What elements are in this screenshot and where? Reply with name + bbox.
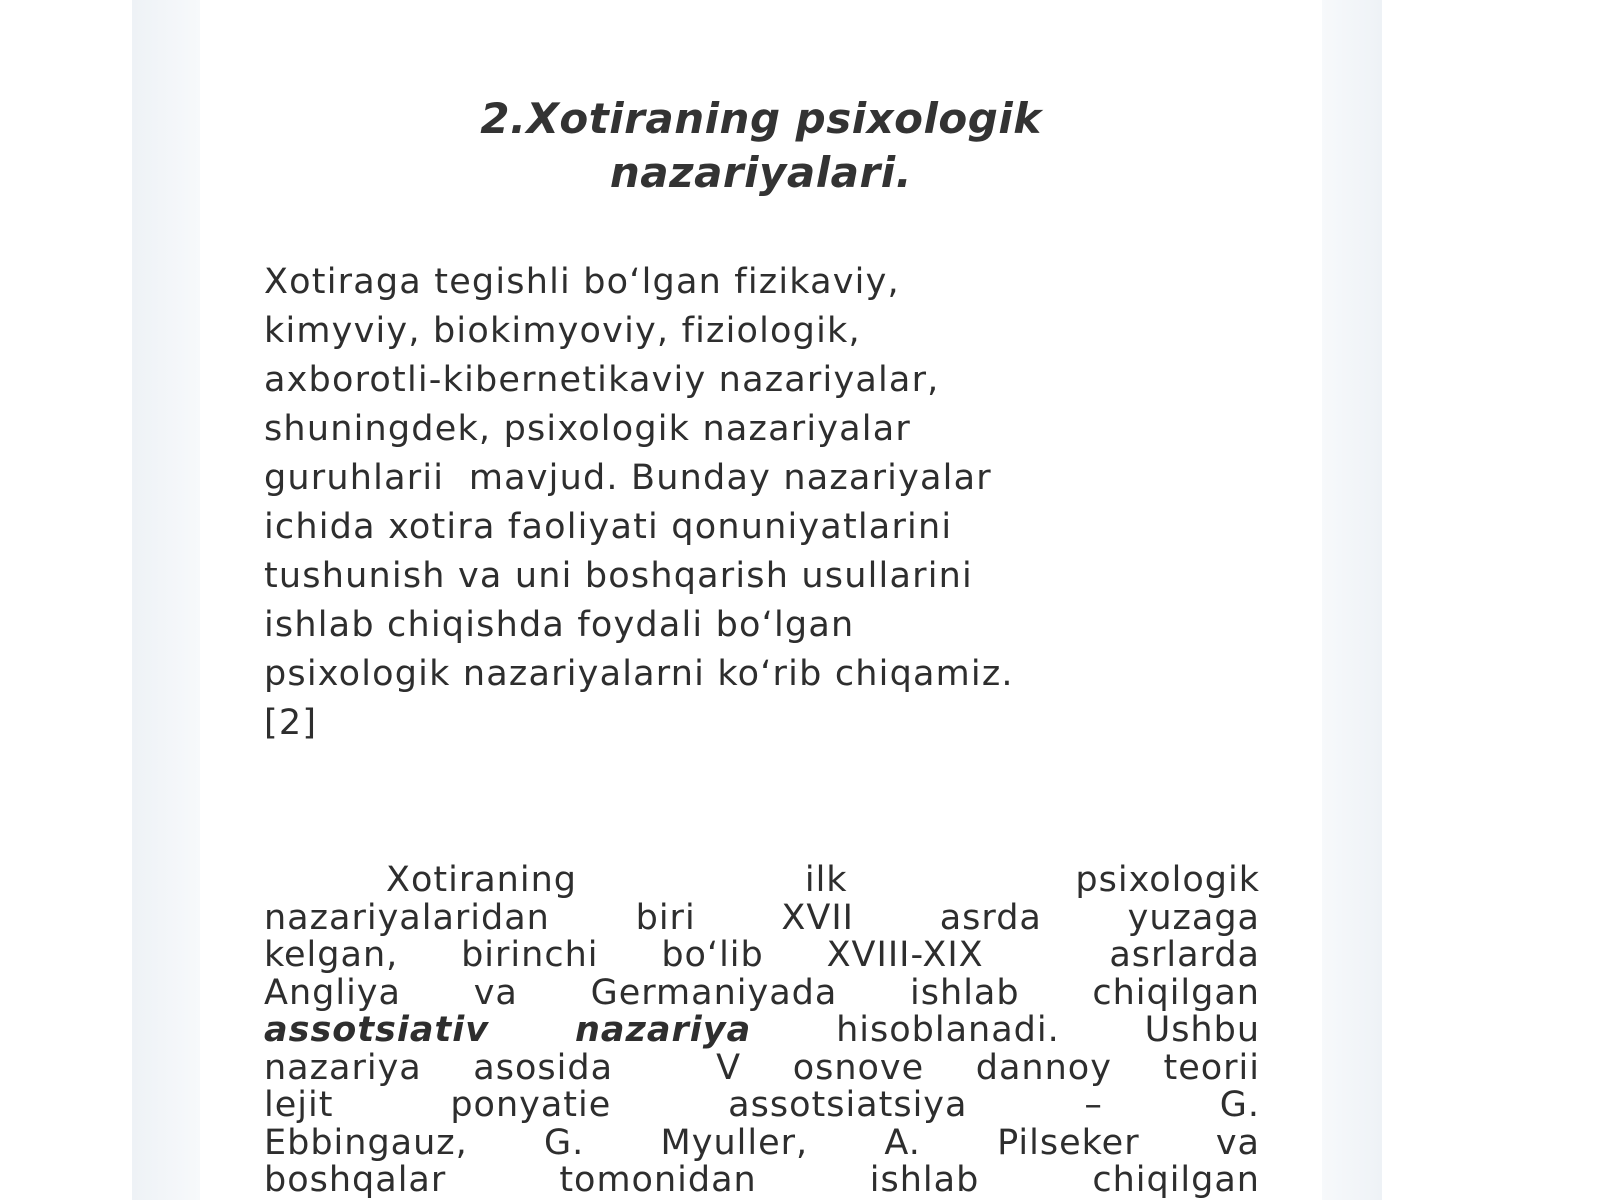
page-gutter-right [1322, 0, 1382, 1200]
body-line: boshqalar tomonidan ishlab chiqilgan [264, 1160, 1260, 1200]
emphasized-term: assotsiativ nazariya [264, 1010, 752, 1050]
intro-paragraph [264, 258, 1264, 748]
body-line: kelgan, birinchi bo‘lib XVIII-XIX asrlarda [264, 935, 1260, 975]
body-line: nazariya asosida V osnove dannoy teorii [264, 1047, 1260, 1088]
intro-line: shuningdek, psixologik nazariyalar [264, 409, 911, 449]
body-line-tail: hisoblanadi. Ushbu [751, 1010, 1261, 1050]
body-line-emphasis [264, 1012, 1260, 1050]
citation-reference: [2] [264, 703, 318, 743]
intro-line: psixologik nazariyalarni ko‘rib chiqamiz. [264, 654, 1014, 694]
body-line: lejit ponyatie assotsiatsiya – G. [264, 1085, 1260, 1125]
intro-line: guruhlarii mavjud. Bunday nazariyalar [264, 458, 992, 498]
intro-line: Xotiraga tegishli bo‘lgan fizikaviy, [264, 262, 900, 302]
body-line: Angliya va Germaniyada ishlab chiqilgan [264, 972, 1260, 1013]
intro-line: axborotli-kibernetikaviy nazariyalar, [264, 360, 940, 400]
body-line: Ebbingauz, G. Myuller, A. Pilseker va [264, 1122, 1260, 1163]
section-title [200, 92, 1322, 200]
intro-line: ishlab chiqishda foydali bo‘lgan [264, 605, 855, 645]
intro-line: ichida xotira faoliyati qonuniyatlarini [264, 507, 953, 547]
intro-line: kimyviy, biokimyoviy, fiziologik, [264, 311, 861, 351]
intro-line: tushunish va uni boshqarish usullarini [264, 556, 973, 596]
section-title-line-2: nazariyalari. [609, 148, 913, 197]
page-gutter-left [132, 0, 200, 1200]
document-page [200, 0, 1322, 1200]
body-line: Xotiraning ilk psixologik [386, 860, 1260, 900]
body-line: nazariyalaridan biri XVII asrda yuzaga [264, 897, 1260, 938]
section-title-line-1: 2.Xotiraning psixologik [480, 94, 1042, 143]
body-paragraph [264, 862, 1260, 1200]
